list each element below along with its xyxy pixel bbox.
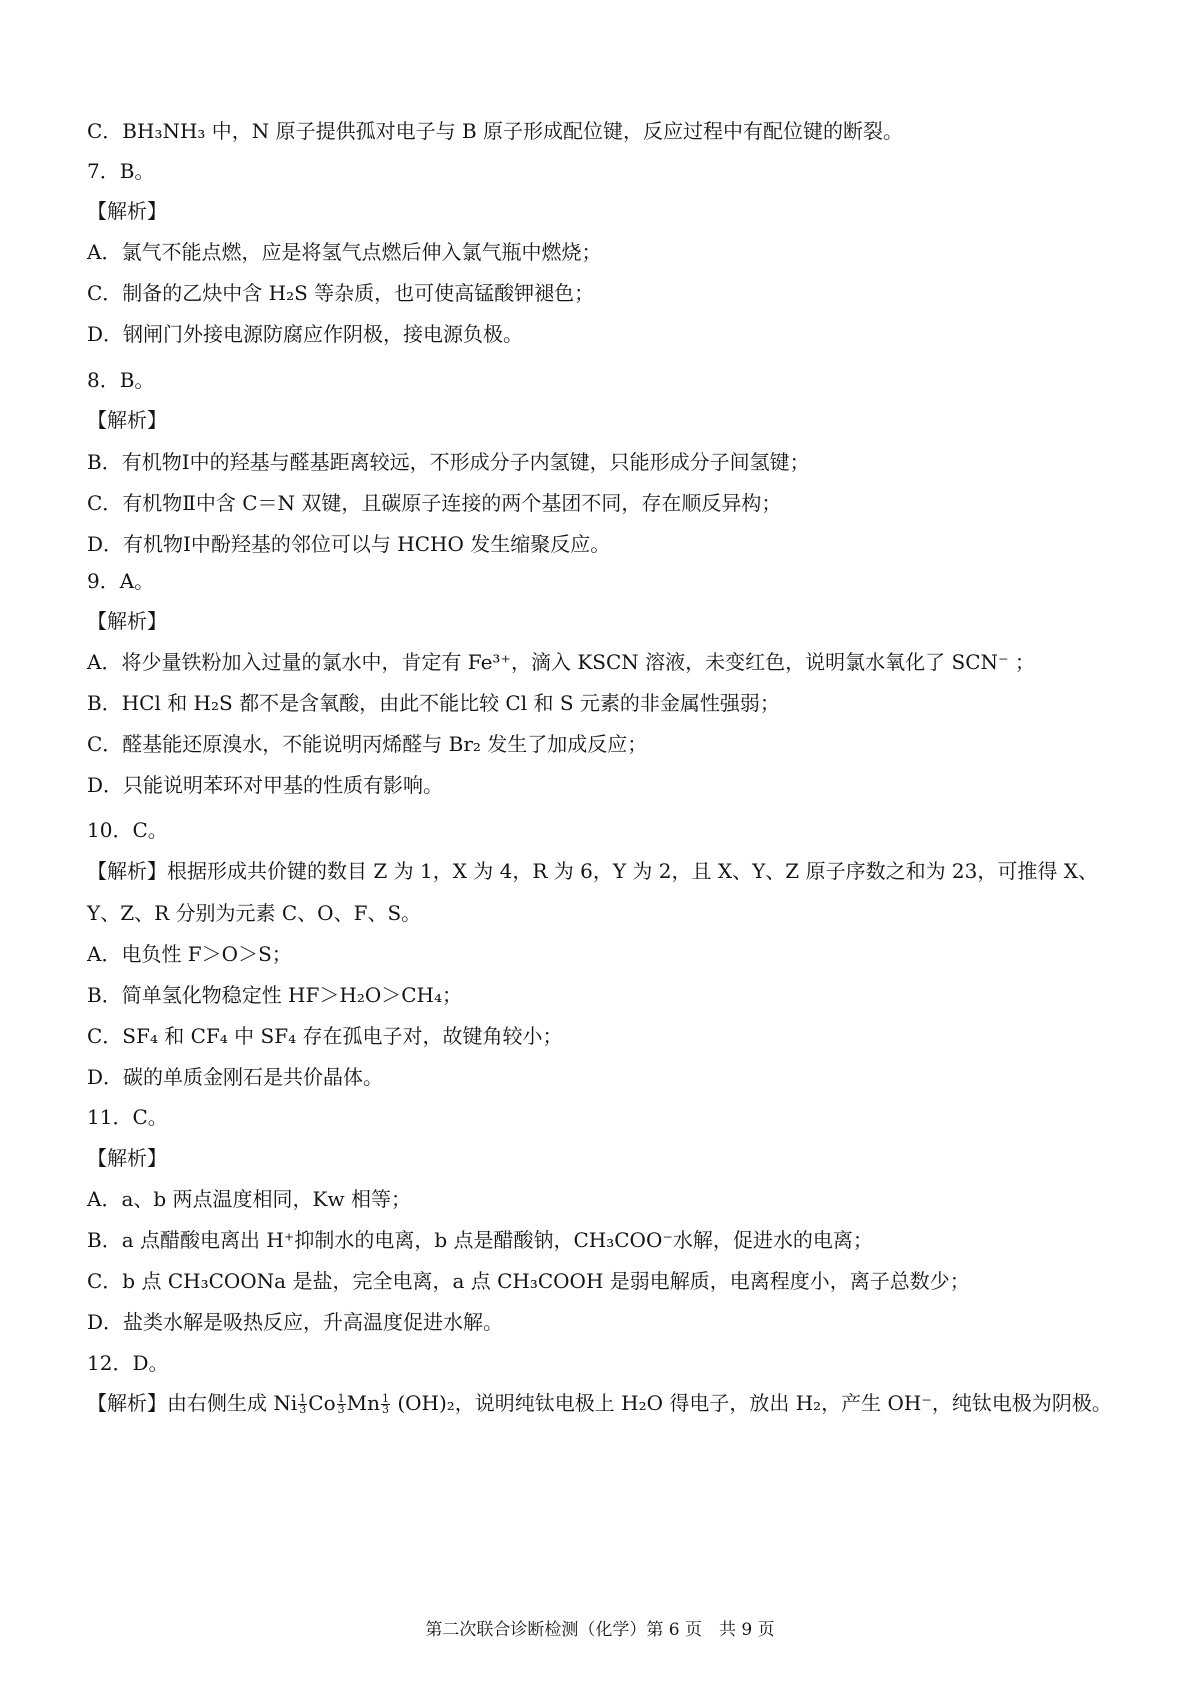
- element-mn: Mn: [346, 1391, 380, 1415]
- text-line: D．碳的单质金刚石是共价晶体。: [87, 1065, 384, 1089]
- text-line: Y、Z、R 分别为元素 C、O、F、S。: [87, 901, 422, 925]
- formula: [273, 1391, 397, 1415]
- text-line: B．HCl 和 H₂S 都不是含氧酸，由此不能比较 Cl 和 S 元素的非金属性强弱；: [87, 691, 780, 715]
- text-line-with-formula: [87, 1389, 1147, 1417]
- text-line: B．a 点醋酸电离出 H⁺抑制水的电离，b 点是醋酸钠，CH₃COO⁻水解，促进水的电离；: [87, 1228, 873, 1252]
- text-line: C．SF₄ 和 CF₄ 中 SF₄ 存在孤电子对，故键角较小；: [87, 1024, 563, 1048]
- text-line: D．只能说明苯环对甲基的性质有影响。: [87, 773, 444, 797]
- text-line: D．有机物Ⅰ中酚羟基的邻位可以与 HCHO 发生缩聚反应。: [87, 532, 611, 556]
- text-line: C．BH₃NH₃ 中，N 原子提供孤对电子与 B 原子形成配位键，反应过程中有配位键的断裂。: [87, 119, 904, 143]
- analysis-heading: 【解析】: [87, 408, 167, 432]
- text-line: C．有机物Ⅱ中含 C＝N 双键，且碳原子连接的两个基团不同，存在顺反异构；: [87, 491, 782, 515]
- analysis-heading: 【解析】: [87, 1146, 167, 1170]
- answer-line: 12．D。: [87, 1351, 169, 1375]
- text-segment: (OH)₂，说明纯钛电极上 H₂O 得电子，放出 H₂，产生 OH⁻，纯钛电极为阴极。: [397, 1391, 1112, 1415]
- text-line: C．b 点 CH₃COONa 是盐，完全电离，a 点 CH₃COOH 是弱电解质，电离程度小，离子总数少；: [87, 1269, 970, 1293]
- text-line: B．有机物Ⅰ中的羟基与醛基距离较远，不形成分子内氢键，只能形成分子间氢键；: [87, 450, 810, 474]
- text-line: A．电负性 F＞O＞S；: [87, 942, 292, 966]
- fraction: $\frac{1}{3}$: [337, 1392, 345, 1416]
- answer-line: 11．C。: [87, 1105, 168, 1129]
- element-ni: Ni: [273, 1391, 298, 1415]
- text-line: A．将少量铁粉加入过量的氯水中，肯定有 Fe³⁺，滴入 KSCN 溶液，未变红色，说明氯水氧化了 SCN⁻ ；: [87, 650, 1035, 674]
- element-co: Co: [308, 1391, 336, 1415]
- text-line: A．氯气不能点燃，应是将氢气点燃后伸入氯气瓶中燃烧；: [87, 240, 602, 264]
- text-line: C．制备的乙炔中含 H₂S 等杂质，也可使高锰酸钾褪色；: [87, 281, 595, 305]
- text-line: 【解析】根据形成共价键的数目 Z 为 1，X 为 4，R 为 6，Y 为 2，且 X、Y、Z 原子序数之和为 23，可推得 X、: [87, 859, 1098, 883]
- page-footer: 第二次联合诊断检测（化学）第 6 页 共 9 页: [425, 1620, 775, 1640]
- answer-line: 7．B。: [87, 159, 155, 183]
- text-line: C．醛基能还原溴水，不能说明丙烯醛与 Br₂ 发生了加成反应；: [87, 732, 648, 756]
- text-line: D．盐类水解是吸热反应，升高温度促进水解。: [87, 1310, 504, 1334]
- text-line: B．简单氢化物稳定性 HF＞H₂O＞CH₄；: [87, 983, 462, 1007]
- analysis-heading: 【解析】: [87, 199, 167, 223]
- answer-line: 10．C。: [87, 818, 168, 842]
- text-segment: 【解析】由右侧生成: [87, 1391, 267, 1415]
- fraction: $\frac{1}{3}$: [381, 1392, 389, 1416]
- answer-line: 8．B。: [87, 368, 155, 392]
- fraction: $\frac{1}{3}$: [299, 1392, 307, 1416]
- text-line: A．a、b 两点温度相同，Kw 相等；: [87, 1187, 411, 1211]
- analysis-heading: 【解析】: [87, 609, 167, 633]
- answer-line: 9．A。: [87, 569, 155, 593]
- text-line: D．钢闸门外接电源防腐应作阴极，接电源负极。: [87, 322, 524, 346]
